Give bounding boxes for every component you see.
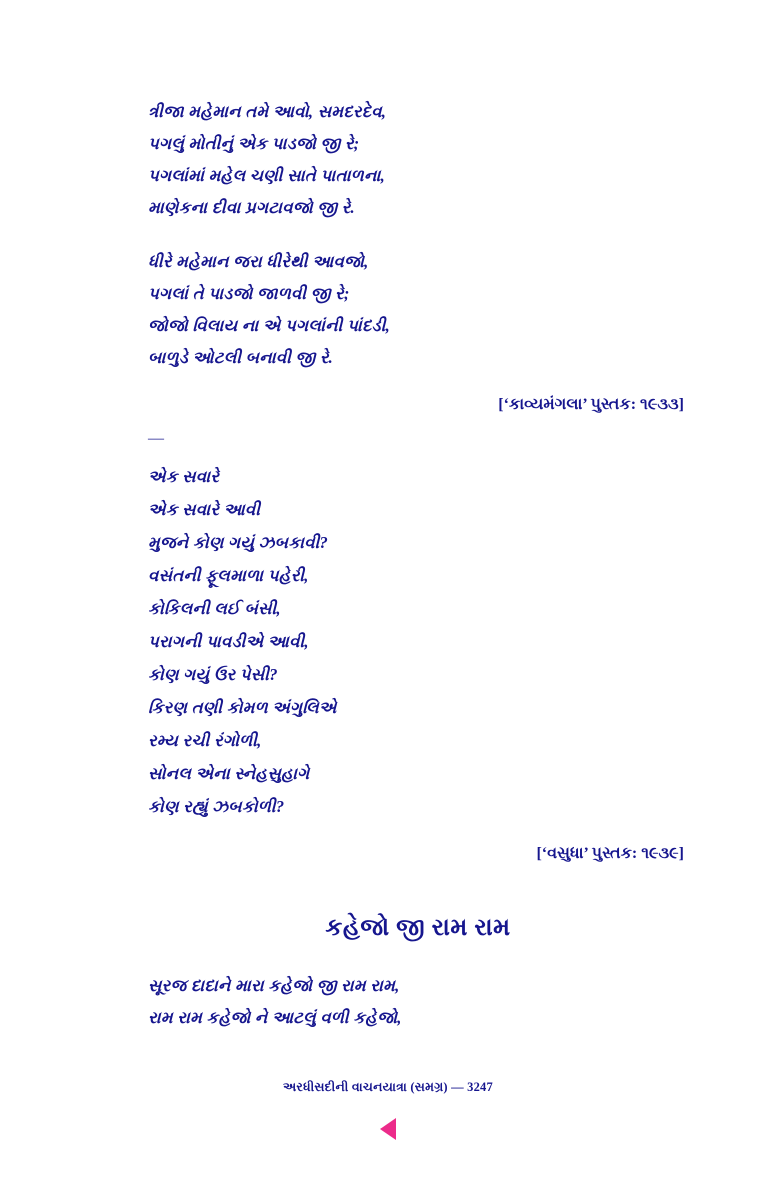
poem-line: ધીરે મહેમાન જરા ધીરેથી આવજો, [148,252,369,271]
poem-line: માણેકના દીવા પ્રગટાવજો જી રે. [148,198,355,217]
poem-line: સોનલ એના સ્નેહસુહાગે [148,764,310,783]
stanza [148,970,688,1034]
stanza [148,460,688,823]
poem-second [148,460,688,863]
poem-line: રામ રામ કહેજો ને આટલું વળી કહેજો, [148,1008,402,1027]
poem-line: રમ્ય રચી રંગોળી, [148,731,262,750]
poem-title: કહેજો જી રામ રામ [325,915,511,941]
poem-line: વસંતની ફૂલમાળા પહેરી, [148,566,309,585]
poem-line: જોજો વિલાય ના એ પગલાંની પાંદડી, [148,316,391,335]
poem-first [148,96,688,414]
poem-line: કોકિલની લઈ બંસી, [148,599,281,618]
page-footer: અરધીસદીની વાચનયાત્રા (સમગ્ર) — 3247 [283,1080,493,1094]
poem-line: એક સવારે આવી [148,500,261,519]
poem-third [148,915,688,1034]
poem-line: મુજને કોણ ગયું ઝબકાવી? [148,533,329,552]
poem-line: કોણ ગયું ઉર પેસી? [148,665,278,684]
stanza [148,246,688,374]
poem-line: સૂરજ દાદાને મારા કહેજો જી રામ રામ, [148,976,400,995]
navigation-bar [0,1118,776,1140]
poem-line: પગલાંમાં મહેલ ચણી સાતે પાતાળના, [148,166,386,185]
stanza [148,96,688,224]
poem-source-citation: [‘વસુધા’ પુસ્તક: ૧૯૩૯] [536,845,684,862]
poem-line: પરાગની પાવડીએ આવી, [148,632,309,651]
poem-line: પગલું મોતીનું એક પાડજો જી રે; [148,134,360,153]
poem-line: કિરણ તણી કોમળ અંગુલિએ [148,698,337,717]
section-divider: — [148,430,165,447]
poem-source-citation: [‘કાવ્યમંગલા’ પુસ્તક: ૧૯૩૩] [498,396,684,413]
page-content [148,96,688,1034]
poem-line: પગલાં તે પાડજો જાળવી જી રે; [148,284,350,303]
poem-line: એક સવારે [148,467,220,486]
poem-line: ત્રીજા મહેમાન તમે આવો, સમદરદેવ, [148,102,387,121]
poem-line: બાળુડે ઓટલી બનાવી જી રે. [148,348,334,367]
previous-page-arrow-icon[interactable] [380,1118,396,1140]
poem-line: કોણ રહ્યું ઝબકોળી? [148,797,285,816]
